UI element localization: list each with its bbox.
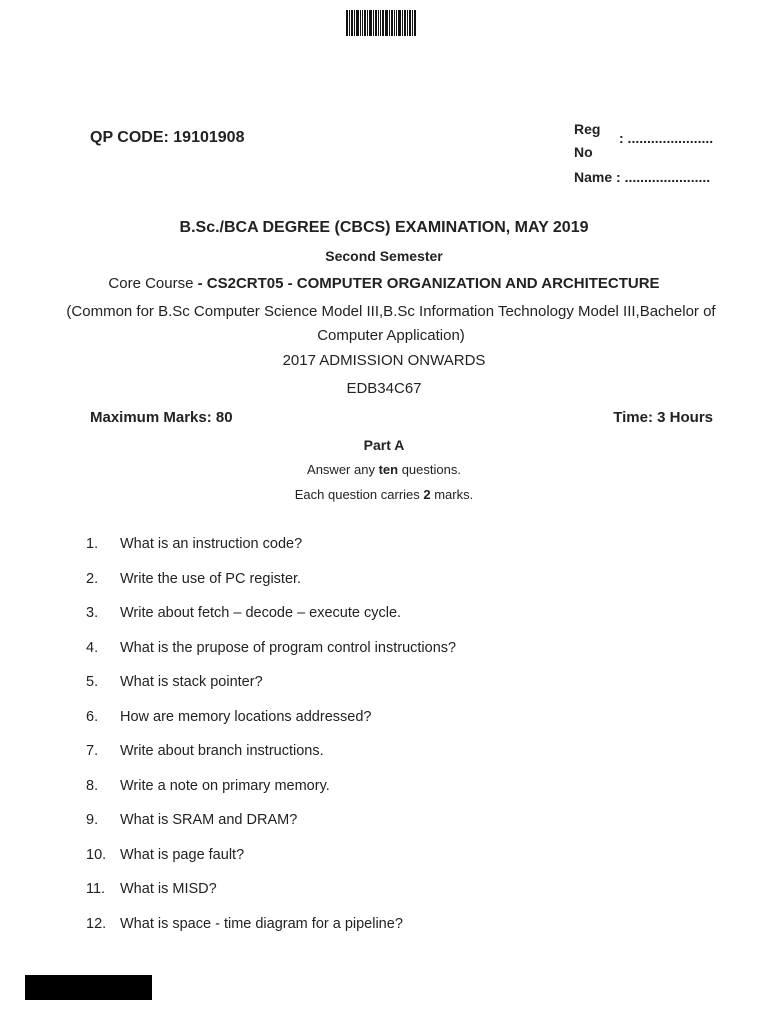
exam-title: B.Sc./BCA DEGREE (CBCS) EXAMINATION, MAY 2019: [179, 219, 589, 236]
name-label: Name :: [574, 169, 621, 185]
question-number: 8.: [86, 777, 99, 794]
name-field-row: [574, 169, 710, 185]
question-number: 4.: [86, 639, 99, 656]
question-number: 3.: [86, 605, 99, 621]
question-text: How are memory locations addressed?: [120, 708, 372, 725]
instruction-text: Each question carries: [294, 487, 424, 502]
reg-no-label: Reg No: [574, 121, 601, 160]
question-item: [86, 743, 726, 778]
admission-line: 2017 ADMISSION ONWARDS: [282, 352, 486, 369]
question-text: What is space - time diagram for a pipeline?: [120, 915, 403, 932]
question-text: What is SRAM and DRAM?: [120, 812, 298, 828]
question-item: [86, 881, 726, 916]
question-item: [86, 605, 726, 640]
part-a-instruction-1: [0, 462, 768, 477]
reg-no-field: : ......................: [619, 130, 714, 146]
course-prefix: Core Course: [108, 275, 194, 292]
question-item: [86, 536, 726, 571]
question-number: 6.: [86, 708, 99, 725]
question-item: [86, 916, 726, 951]
question-text: What is an instruction code?: [120, 536, 303, 552]
course-name: - CS2CRT05 - COMPUTER ORGANIZATION AND ARCHITECTURE: [193, 275, 660, 292]
course-line: [0, 275, 768, 292]
part-a-instruction-2: [0, 487, 768, 502]
question-item: [86, 812, 726, 847]
question-number: 7.: [86, 743, 99, 759]
qp-code: QP CODE: 19101908: [90, 129, 245, 146]
question-item: [86, 674, 726, 709]
common-for: (Common for B.Sc Computer Science Model III,B.Sc Information Technology Model III,Bachelor of Computer Application): [66, 303, 716, 344]
maximum-marks: Maximum Marks: 80: [90, 409, 233, 426]
question-text: Write about branch instructions.: [120, 743, 324, 759]
question-item: [86, 847, 726, 882]
question-text: What is the prupose of program control instructions?: [120, 639, 457, 656]
question-text: Write the use of PC register.: [120, 570, 302, 587]
question-text: What is MISD?: [120, 881, 217, 897]
redaction-bar: [25, 975, 152, 1000]
instruction-emphasis: 2: [423, 487, 431, 502]
part-a-heading: Part A: [363, 437, 405, 453]
question-item: [86, 640, 726, 675]
question-text: What is stack pointer?: [120, 674, 263, 690]
instruction-emphasis: ten: [378, 462, 399, 477]
name-field: ......................: [620, 169, 711, 185]
question-item: [86, 778, 726, 813]
instruction-text: marks.: [430, 487, 474, 502]
semester: Second Semester: [325, 248, 443, 264]
question-number: 5.: [86, 674, 99, 690]
question-list: [86, 536, 726, 950]
question-number: 9.: [86, 812, 99, 828]
question-text: Write a note on primary memory.: [120, 777, 330, 794]
question-number: 2.: [86, 570, 99, 587]
paper-code: EDB34C67: [346, 380, 422, 397]
time-allowed: Time: 3 Hours: [613, 409, 713, 426]
barcode-image: [346, 10, 416, 36]
question-number: 12.: [86, 915, 107, 932]
question-text: Write about fetch – decode – execute cycle.: [120, 605, 402, 621]
instruction-text: Answer any: [307, 462, 379, 477]
question-item: [86, 571, 726, 606]
question-number: 10.: [86, 846, 107, 863]
question-number: 1.: [86, 536, 99, 552]
question-number: 11.: [86, 881, 106, 897]
question-text: What is page fault?: [120, 846, 245, 863]
instruction-text: questions.: [398, 462, 461, 477]
question-item: [86, 709, 726, 744]
